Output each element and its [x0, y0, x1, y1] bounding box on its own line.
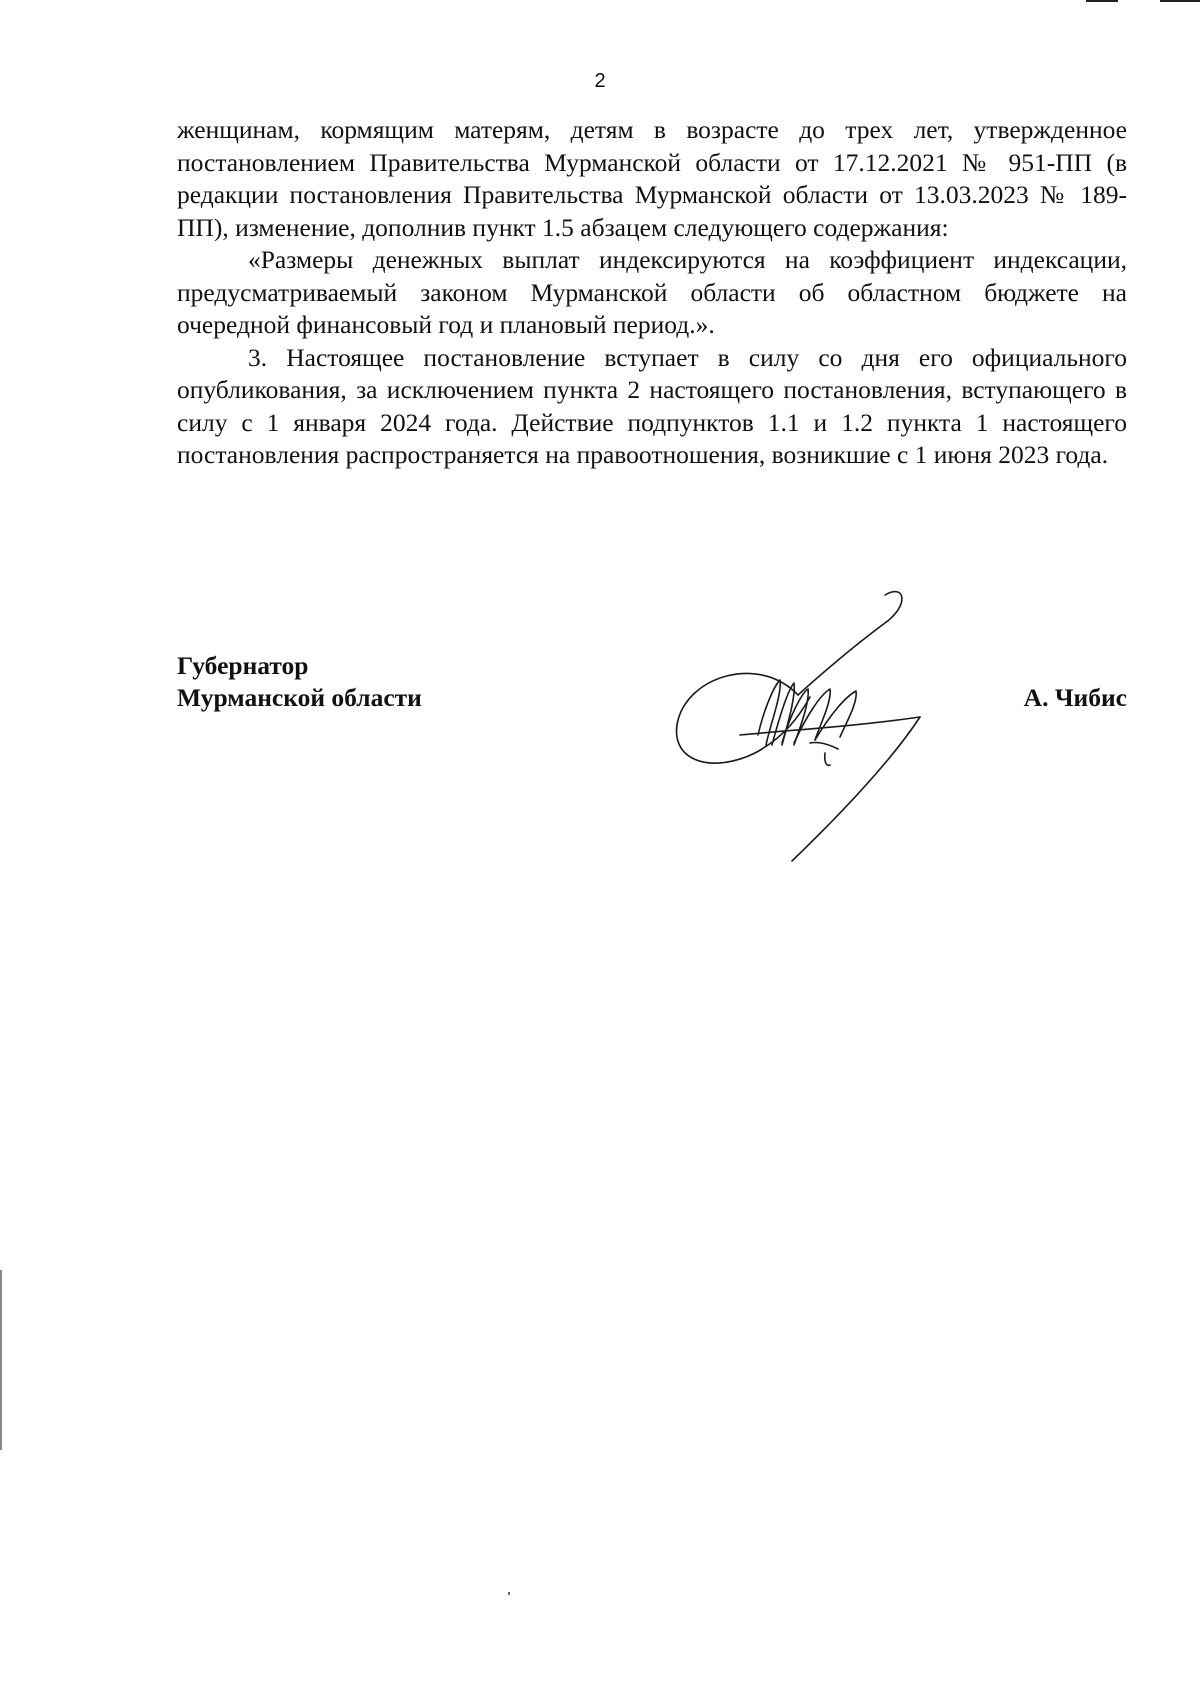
signer-name: А. Чибис [1023, 683, 1127, 712]
page-number: 2 [594, 70, 606, 92]
scan-edge-mark [1160, 0, 1200, 2]
paragraph-effective-date: 3. Настоящее постановление вступает в силу со дня его официального опубликования, за исключением пункта 2 настоящего постановления, вступающего в силу с 1 января 2024 года. Действие подпунктов 1.1 и 1.2 пункта 1 настоящего постановления распространяется на правоотношения, возникшие с 1 июня 2023 года. [177, 342, 1127, 469]
paragraph-quoted-addition: «Размеры денежных выплат индексируются на коэффициент индексации, предусматриваемый законом Мурманской области об областном бюджете на очередной финансовый год и плановый период.». [177, 245, 1127, 339]
scan-edge-mark [0, 1270, 2, 1450]
signer-position-line2: Мурманской области [177, 683, 422, 712]
handwritten-signature [670, 585, 1000, 875]
document-body [177, 114, 1127, 472]
paragraph-continuation: женщинам, кормящим матерям, детям в возрасте до трех лет, утвержденное постановлением Правительства Мурманской области от 17.12.2021 № 951-ПП (в редакции постановления Правительства Мурманской области от 13.03.2023 № 189-ПП), изменение, дополнив пункт 1.5 абзацем следующего содержания: [177, 115, 1127, 242]
signer-position-line1: Губернатор [177, 651, 309, 680]
scan-speck [508, 1592, 510, 1595]
scan-edge-mark [1086, 0, 1118, 2]
